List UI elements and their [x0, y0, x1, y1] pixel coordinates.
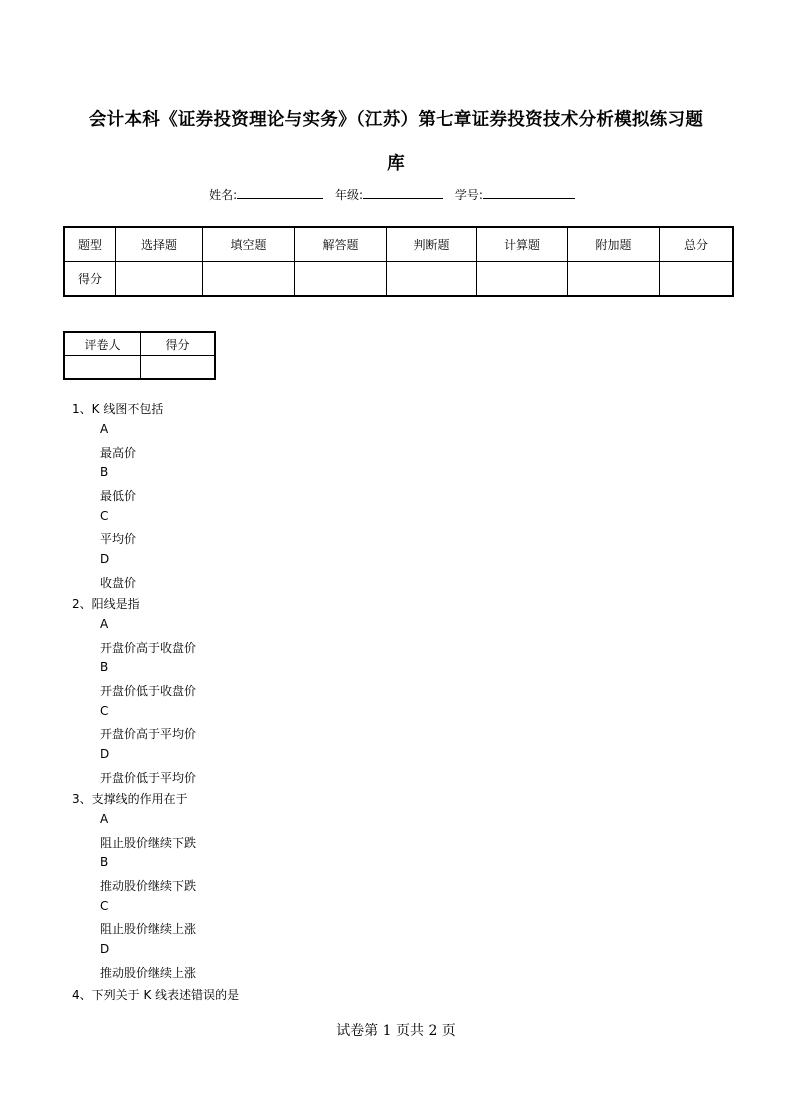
- exam-title-continued: 库: [387, 154, 405, 174]
- grader-cell[interactable]: [64, 356, 141, 380]
- score-cell[interactable]: [660, 262, 734, 297]
- score-cell[interactable]: [568, 262, 660, 297]
- score-table-header: 题型: [64, 227, 116, 262]
- exam-title: 会计本科《证券投资理论与实务》（江苏）第七章证券投资技术分析模拟练习题: [88, 110, 704, 130]
- name-label: 姓名:: [209, 188, 238, 202]
- score-table-header-row: [64, 227, 733, 262]
- grade-label: 年级:: [334, 188, 364, 202]
- grader-table: [63, 331, 216, 380]
- student-info: [0, 186, 792, 203]
- question-stem: 1、K 线图不包括: [72, 402, 164, 416]
- name-blank: [237, 186, 323, 199]
- score-table-header: 填空题: [203, 227, 295, 262]
- option-text: 最高价: [100, 446, 137, 460]
- score-table-header: 判断题: [387, 227, 477, 262]
- score-table-header: 总分: [660, 227, 734, 262]
- option-text: 开盘价高于收盘价: [100, 641, 197, 655]
- grader-cell[interactable]: [141, 356, 216, 380]
- grader-header: 得分: [141, 332, 216, 356]
- score-table-header: 计算题: [477, 227, 568, 262]
- option-text: 推动股价继续下跌: [100, 879, 197, 893]
- student-id-blank: [483, 186, 575, 199]
- option-letter: D: [100, 942, 110, 956]
- score-table-header: 解答题: [295, 227, 387, 262]
- option-letter: C: [100, 704, 109, 718]
- score-table-header: 选择题: [116, 227, 203, 262]
- option-text: 开盘价低于平均价: [100, 771, 197, 785]
- student-id-label: 学号:: [454, 188, 483, 202]
- grader-table-row: [64, 356, 215, 380]
- grader-header: 评卷人: [64, 332, 141, 356]
- option-text: 最低价: [100, 489, 137, 503]
- question-stem: 3、支撑线的作用在于: [72, 792, 188, 806]
- option-letter: D: [100, 552, 110, 566]
- score-cell[interactable]: [203, 262, 295, 297]
- page-footer: 试卷第 1 页共 2 页: [336, 1023, 456, 1039]
- grader-table-header-row: [64, 332, 215, 356]
- score-cell[interactable]: [295, 262, 387, 297]
- option-text: 收盘价: [100, 576, 137, 590]
- score-table: [63, 226, 734, 297]
- option-text: 开盘价高于平均价: [100, 727, 197, 741]
- option-text: 平均价: [100, 532, 137, 546]
- option-letter: D: [100, 747, 110, 761]
- option-letter: B: [100, 855, 109, 869]
- option-text: 推动股价继续上涨: [100, 966, 197, 980]
- score-table-row: [64, 262, 733, 297]
- question-stem: 4、下列关于 K 线表述错误的是: [72, 988, 240, 1002]
- option-text: 阻止股价继续上涨: [100, 922, 197, 936]
- option-text: 阻止股价继续下跌: [100, 836, 197, 850]
- option-letter: B: [100, 465, 109, 479]
- option-text: 开盘价低于收盘价: [100, 684, 197, 698]
- score-cell[interactable]: [477, 262, 568, 297]
- score-cell[interactable]: [387, 262, 477, 297]
- score-row-label: 得分: [64, 262, 116, 297]
- option-letter: C: [100, 899, 109, 913]
- question-stem: 2、阳线是指: [72, 597, 140, 611]
- score-cell[interactable]: [116, 262, 203, 297]
- option-letter: A: [100, 617, 109, 631]
- score-table-header: 附加题: [568, 227, 660, 262]
- grade-blank: [363, 186, 443, 199]
- option-letter: A: [100, 812, 109, 826]
- option-letter: B: [100, 660, 109, 674]
- option-letter: A: [100, 422, 109, 436]
- option-letter: C: [100, 509, 109, 523]
